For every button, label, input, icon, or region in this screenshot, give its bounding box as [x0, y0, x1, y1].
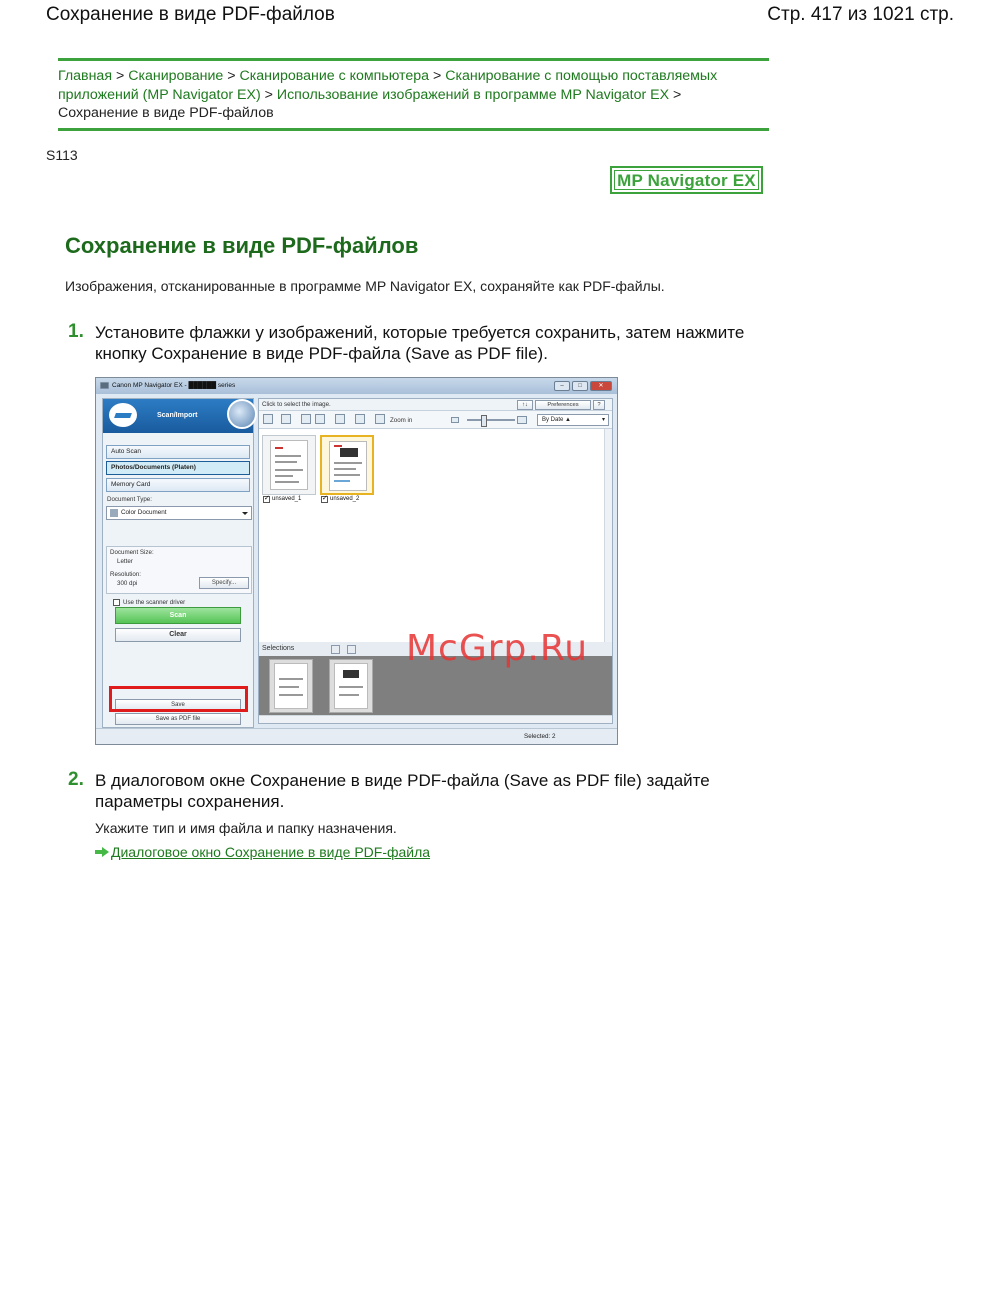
resolution-label: Resolution:	[110, 571, 141, 578]
thumbnail-caption: unsaved_1	[272, 496, 302, 502]
preview-line	[279, 686, 299, 688]
breadcrumb-link-scan-from-computer[interactable]: Сканирование с компьютера	[239, 68, 430, 84]
document-preview	[270, 440, 308, 490]
thumbnail-checkbox[interactable]	[263, 496, 270, 503]
save-button[interactable]: Save	[115, 699, 241, 711]
status-bar	[96, 728, 617, 744]
sort-value: By Date	[542, 417, 564, 423]
breadcrumb-link-home[interactable]: Главная	[58, 68, 112, 84]
rotate-right-icon[interactable]	[315, 414, 325, 424]
breadcrumb-separator: >	[433, 68, 442, 84]
document-preview	[274, 663, 308, 709]
grid-view-icon[interactable]	[281, 414, 291, 424]
globe-icon[interactable]	[227, 399, 257, 429]
page-title: Сохранение в виде PDF-файлов	[65, 233, 419, 258]
app-icon	[100, 382, 109, 389]
breadcrumb-link-using-images[interactable]: Использование изображений в программе MP Navigator EX	[276, 86, 670, 103]
sort-select[interactable]: By Date ▲ ▾	[537, 414, 609, 426]
preferences-button[interactable]: Preferences	[535, 400, 591, 410]
watermark: McGrp.Ru	[406, 628, 589, 669]
status-selected-count: Selected: 2	[524, 733, 556, 740]
preview-line	[339, 686, 363, 688]
step-1-text: Установите флажки у изображений, которые требуется сохранить, затем нажмите кнопку Сохранение в виде PDF-файла (Save as PDF file).	[95, 323, 745, 363]
selection-thumbnail[interactable]	[329, 659, 373, 713]
document-type-label: Document Type:	[107, 496, 152, 503]
preview-line	[275, 455, 301, 457]
preview-image-block	[340, 448, 358, 457]
chevron-down-icon: ▾	[601, 417, 605, 423]
rotate-left-icon[interactable]	[301, 414, 311, 424]
view-toolbar	[259, 411, 612, 429]
sort-order-icon[interactable]: ↑↓	[517, 400, 533, 410]
preview-line	[334, 474, 360, 476]
preview-line	[334, 480, 350, 482]
intro-text: Изображения, отсканированные в программе MP Navigator EX, сохраняйте как PDF-файлы.	[65, 278, 665, 294]
source-auto-scan[interactable]: Auto Scan	[106, 445, 250, 459]
left-panel	[102, 398, 254, 728]
page-code: S113	[46, 147, 78, 163]
click-hint: Click to select the image.	[262, 401, 331, 408]
scanner-driver-checkbox[interactable]	[113, 599, 120, 606]
breadcrumb	[58, 58, 769, 131]
scanner-icon	[109, 403, 137, 427]
thumbnail-checkbox[interactable]	[321, 496, 328, 503]
preview-line	[334, 468, 356, 470]
preview-line	[275, 481, 299, 483]
help-button[interactable]: ?	[593, 400, 605, 410]
preview-line	[279, 694, 303, 696]
breadcrumb-separator: >	[673, 86, 682, 103]
large-thumb-icon	[517, 416, 527, 424]
preview-line	[275, 447, 283, 449]
thumbnail-size-slider[interactable]	[467, 419, 515, 421]
logo-text: MP Navigator EX	[614, 170, 759, 190]
source-memory-card[interactable]: Memory Card	[106, 478, 250, 492]
single-view-icon[interactable]	[347, 645, 356, 654]
save-pdf-dialog-link[interactable]	[95, 844, 430, 860]
scan-button[interactable]: Scan	[115, 607, 241, 624]
save-pdf-dialog-link-text: Диалоговое окно Сохранение в виде PDF-файла	[111, 844, 431, 860]
clear-button[interactable]: Clear	[115, 628, 241, 642]
small-thumb-icon	[451, 417, 459, 423]
zoom-label[interactable]: Zoom in	[390, 417, 413, 424]
document-size-label: Document Size:	[110, 549, 154, 556]
preview-image-block	[343, 670, 359, 678]
specify-button[interactable]: Specify...	[199, 577, 249, 589]
step-2-number: 2.	[68, 769, 84, 790]
mirror-icon[interactable]	[335, 414, 345, 424]
source-photos-documents[interactable]: Photos/Documents (Platen)	[106, 461, 250, 475]
vertical-scrollbar[interactable]	[604, 429, 612, 642]
breadcrumb-separator: >	[227, 68, 236, 84]
selections-label: Selections	[262, 645, 295, 652]
page-count: Стр. 417 из 1021 стр.	[767, 4, 954, 25]
zoom-icon[interactable]	[375, 414, 385, 424]
scan-import-header	[103, 399, 253, 433]
chevron-down-icon	[242, 512, 248, 515]
thumbnail[interactable]	[262, 435, 316, 495]
document-icon	[110, 509, 118, 517]
scanner-driver-label: Use the scanner driver	[123, 599, 186, 606]
minimize-icon[interactable]: –	[554, 381, 570, 391]
preview-line	[275, 461, 297, 463]
step-2-note: Укажите тип и имя файла и папку назначения.	[95, 820, 397, 836]
window-titlebar	[96, 378, 617, 394]
save-as-pdf-highlight	[109, 686, 248, 712]
preview-line	[279, 678, 303, 680]
select-all-icon[interactable]	[263, 414, 273, 424]
grid-view-icon[interactable]	[331, 645, 340, 654]
scan-import-title: Scan/Import	[157, 412, 198, 419]
step-2-text: В диалоговом окне Сохранение в виде PDF-файла (Save as PDF file) задайте параметры сохранения.	[95, 771, 710, 811]
right-panel	[258, 398, 613, 724]
arrow-right-icon	[95, 847, 109, 857]
top-toolbar	[259, 399, 612, 411]
close-icon[interactable]: ✕	[590, 381, 612, 391]
step-1-number: 1.	[68, 321, 84, 342]
breadcrumb-current: Сохранение в виде PDF-файлов	[58, 105, 274, 121]
document-type-value: Color Document	[121, 509, 167, 516]
document-type-select[interactable]	[106, 506, 252, 520]
breadcrumb-link-scanning[interactable]: Сканирование	[128, 68, 224, 84]
horizontal-scrollbar[interactable]	[259, 715, 612, 723]
window-title: Canon MP Navigator EX - ██████ series	[112, 382, 236, 389]
save-as-pdf-button[interactable]: Save as PDF file	[115, 713, 241, 725]
maximize-icon[interactable]: □	[572, 381, 588, 391]
mp-navigator-logo	[610, 166, 763, 194]
preview-line	[334, 445, 342, 447]
thumbnail-caption: unsaved_2	[330, 496, 360, 502]
thumbnail-selected[interactable]	[320, 435, 374, 495]
breadcrumb-link-bundled-apps[interactable]: Сканирование с помощью поставляемых приложений (MP Navigator EX)	[58, 68, 718, 103]
resolution-value: 300 dpi	[117, 580, 138, 587]
page-header-title: Сохранение в виде PDF-файлов	[46, 4, 335, 25]
preview-line	[339, 694, 359, 696]
preview-line	[334, 462, 362, 464]
preview-line	[275, 475, 293, 477]
crop-icon[interactable]	[355, 414, 365, 424]
selection-thumbnail[interactable]	[269, 659, 313, 713]
document-preview	[329, 441, 367, 491]
document-preview	[334, 663, 368, 709]
scan-settings-box	[106, 546, 252, 594]
breadcrumb-separator: >	[264, 86, 273, 103]
breadcrumb-separator: >	[115, 68, 125, 84]
preview-line	[275, 469, 303, 471]
document-size-value: Letter	[117, 558, 133, 565]
